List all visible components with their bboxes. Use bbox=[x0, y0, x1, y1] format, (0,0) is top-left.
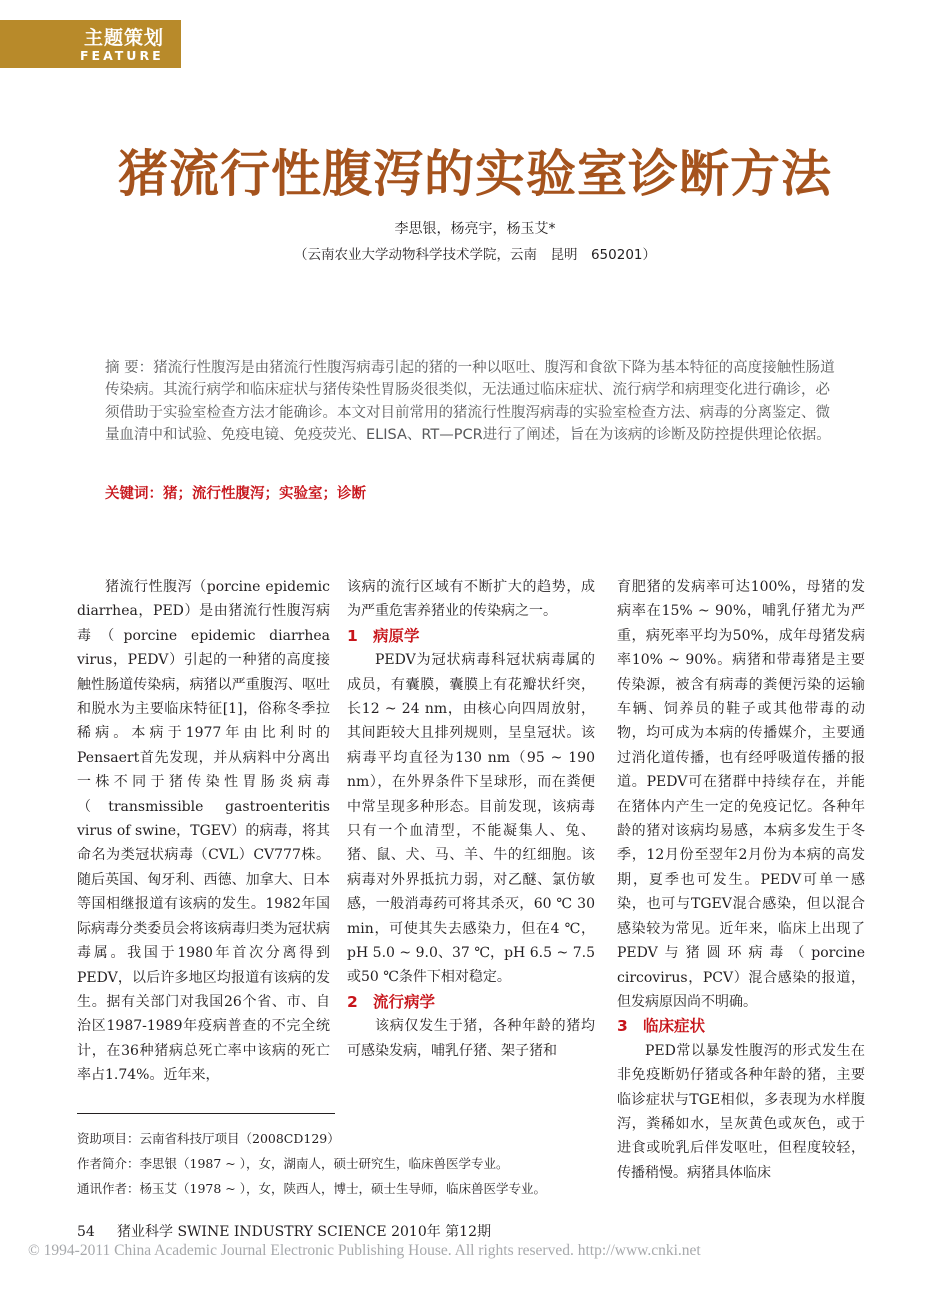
feature-banner bbox=[0, 20, 181, 68]
footnote-funding: 资助项目：云南省科技厅项目（2008CD129） bbox=[77, 1131, 340, 1146]
abstract: 摘 要：猪流行性腹泻是由猪流行性腹泻病毒引起的猪的一种以呕吐、腹泻和食欲下降为基本特征的高度接触性肠道传染病。其流行病学和临床症状与猪传染性胃肠炎很类似，无法通过临床症状、流行病学和病理变化进行确诊，必须借助于实验室检查方法才能确诊。本文对目前常用的猪流行性腹泻病毒的实验室检查方法、病毒的分离鉴定、微量血清中和试验、免疫电镜、免疫荧光、ELISA、RT—PCR进行了阐述，旨在为该病的诊断及防控提供理论依据。 bbox=[105, 360, 835, 444]
affiliation: （云南农业大学动物科学技术学院，云南 昆明 650201） bbox=[293, 247, 657, 263]
body-paragraph: PED常以暴发性腹泻的形式发生在非免疫断奶仔猪或各种年龄的猪，主要临诊症状与TGE相似，多表现为水样腹泻，粪稀如水，呈灰黄色或灰色，或于进食或吮乳后伴发呕吐，但程度较轻，传播稍慢。病猪具体临床 bbox=[617, 1042, 865, 1181]
footnote-corresponding-author: 通讯作者：杨玉艾（1978 ~ ），女，陕西人，博士，硕士生导师，临床兽医学专业。 bbox=[77, 1181, 546, 1196]
body-paragraph: 猪流行性腹泻（porcine epidemic diarrhea，PED）是由猪流行性腹泻病毒（porcine epidemic diarrhea virus，PEDV）引起的一种猪的高度接触性肠道传染病，病猪以严重腹泻、呕吐和脱水为主要临床特征[1]，俗称冬季拉稀病。本病于1977年由比利时的Pensaert首先发现，并从病料中分离出一株不同于猪传染性胃肠炎病毒（transmissible gastroenteritis virus of swine，TGEV）的病毒，将其命名为类冠状病毒（CVL）CV777株。随后英国、匈牙利、西德、加拿大、日本等国相继报道有该病的发生。1982年国际病毒分类委员会将该病毒归类为冠状病毒属。我国于1980年首次分离得到PEDV，以后许多地区均报道有该病的发生。据有关部门对我国26个省、市、自治区1987-1989年疫病普查的不完全统计，在36种猪病总死亡率中该病的死亡率占1.74%。近年来， bbox=[77, 579, 330, 1084]
journal-name: 猪业科学 SWINE INDUSTRY SCIENCE 2010年 第12期 bbox=[117, 1224, 491, 1240]
footnotes bbox=[77, 1126, 617, 1201]
footnote-divider bbox=[77, 1113, 335, 1114]
body-paragraph: 该病的流行区域有不断扩大的趋势，成为严重危害养猪业的传染病之一。 bbox=[347, 579, 595, 620]
page-footer bbox=[77, 1221, 491, 1241]
section-heading-clinical bbox=[617, 1014, 865, 1038]
section-heading-epidemiology bbox=[347, 990, 595, 1014]
section-number: 1 bbox=[347, 626, 358, 645]
page-number: 54 bbox=[77, 1224, 95, 1240]
footnote-author-bio: 作者简介：李思银（1987 ~ ），女，湖南人，硕士研究生，临床兽医学专业。 bbox=[77, 1156, 509, 1171]
section-heading-text: 病原学 bbox=[373, 626, 420, 645]
body-paragraph: 该病仅发生于猪，各种年龄的猪均可感染发病，哺乳仔猪、架子猪和 bbox=[347, 1018, 595, 1059]
section-heading-text: 临床症状 bbox=[643, 1017, 706, 1036]
keywords: 关键词：猪；流行性腹泻；实验室；诊断 bbox=[105, 486, 366, 502]
section-heading-pathogen bbox=[347, 624, 595, 648]
column-3 bbox=[617, 575, 865, 1185]
authors: 李思银，杨亮宇，杨玉艾* bbox=[394, 221, 556, 237]
body-paragraph: PEDV为冠状病毒科冠状病毒属的成员，有囊膜，囊膜上有花瓣状纤突，长12 ~ 24 nm，由核心向四周放射，其间距较大且排列规则，呈皇冠状。该病毒平均直径为130 nm（95 ~ 190 nm），在外界条件下呈球形，而在粪便中常呈现多种形态。目前发现，该病毒只有一个血清型，不能凝集人、兔、猪、鼠、犬、马、羊、牛的红细胞。该病毒对外界抵抗力弱，对乙醚、氯仿敏感，一般消毒药可将其杀灭，60 ℃ 30 min，可使其失去感染力，但在4 ℃，pH 5.0 ~ 9.0、37 ℃，pH 6.5 ~ 7.5或50 ℃条件下相对稳定。 bbox=[347, 652, 595, 986]
section-number: 3 bbox=[617, 1017, 628, 1036]
section-label: 主题策划 bbox=[84, 27, 165, 49]
copyright-watermark: © 1994-2011 China Academic Journal Electronic Publishing House. All rights reserved. http://www.cnki.net bbox=[28, 1242, 701, 1259]
column-2 bbox=[347, 575, 595, 1063]
body-paragraph: 育肥猪的发病率可达100%，母猪的发病率在15% ~ 90%，哺乳仔猪尤为严重，病死率平均为50%，成年母猪发病率10% ~ 90%。病猪和带毒猪是主要传染源，被含有病毒的粪便污染的运输车辆、饲养员的鞋子或其他带毒的动物，均可成为本病的传播媒介，主要通过消化道传播，也有经呼吸道传播的报道。PEDV可在猪群中持续存在，并能在猪体内产生一定的免疫记忆。各种年龄的猪对该病均易感，本病多发生于冬季，12月份至翌年2月份为本病的高发期，夏季也可发生。PEDV可单一感染，也可与TGEV混合感染，但以混合感染较为常见。近年来，临床上出现了PEDV与猪圆环病毒（porcine circovirus，PCV）混合感染的报道，但发病原因尚不明确。 bbox=[617, 579, 865, 1010]
column-1 bbox=[77, 575, 330, 1088]
section-heading-text: 流行病学 bbox=[373, 992, 436, 1011]
section-label-en: FEATURE bbox=[80, 48, 164, 63]
article-title: 猪流行性腹泻的实验室诊断方法 bbox=[118, 145, 832, 203]
section-number: 2 bbox=[347, 992, 358, 1011]
